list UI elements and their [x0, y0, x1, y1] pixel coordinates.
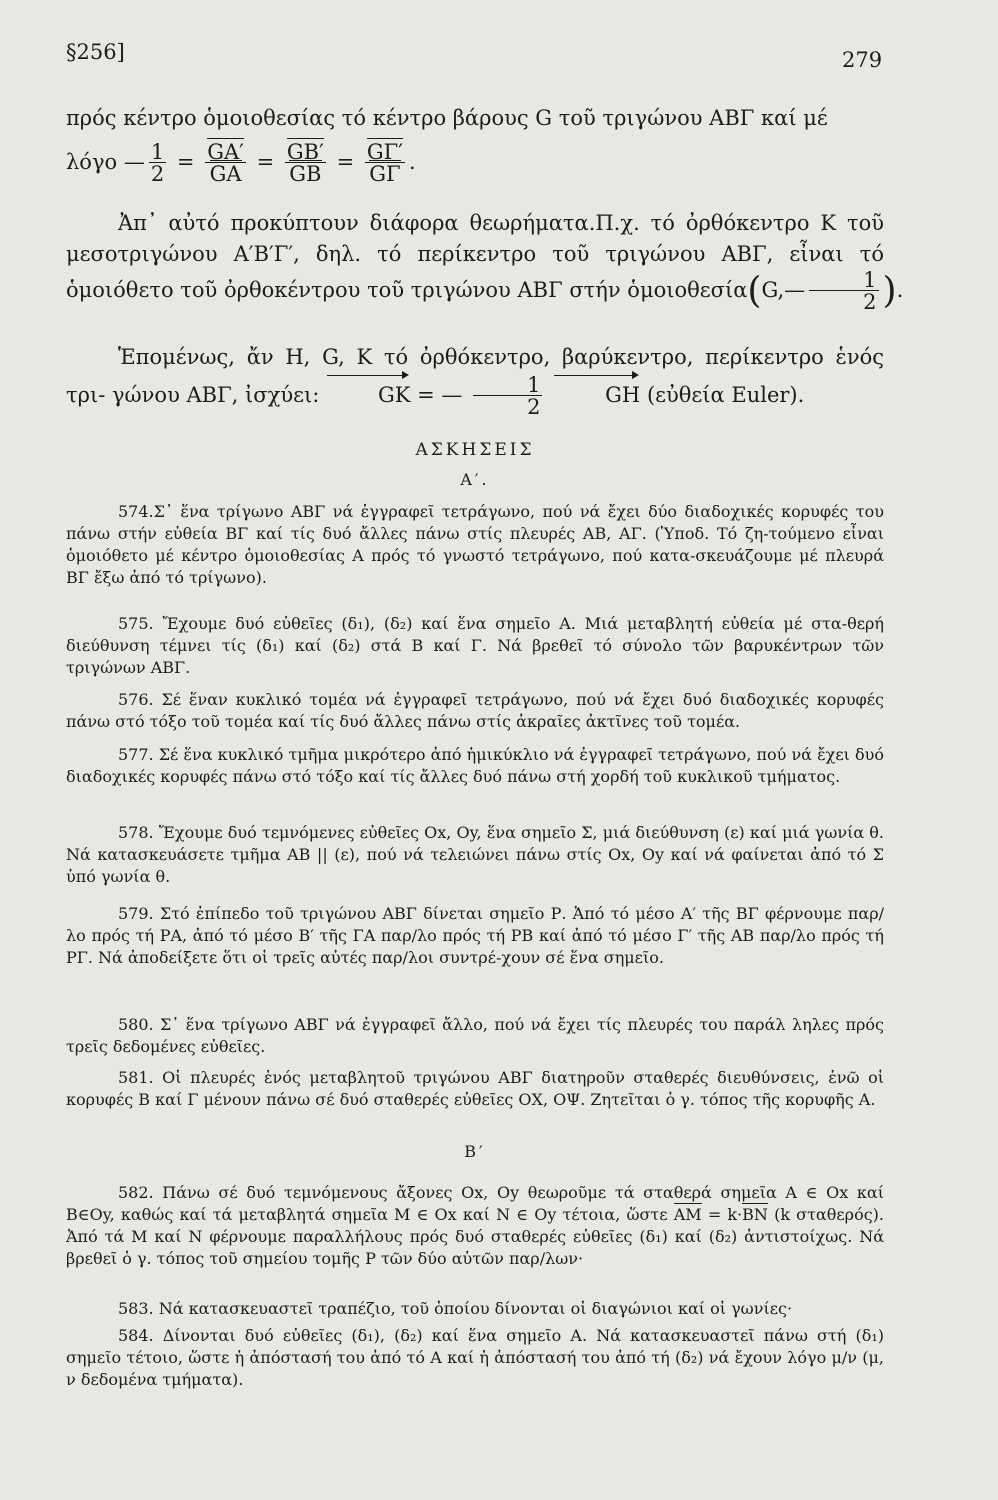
page-number: 279 — [842, 48, 883, 72]
ratio-word: λόγο — [66, 150, 118, 174]
minus-sign: — — [123, 150, 145, 174]
fraction-ga: $\frac{GA'}{GA}$ — [207, 140, 244, 186]
segment-bn: BN — [742, 1205, 768, 1224]
exercise-574: 574.Σ᾽ ἕνα τρίγωνο ΑΒΓ νά ἐγγραφεῖ τετράγωνο, πού νά ἔχει δύο διαδοχικές κορυφές του πάνω στήν εὐθεία ΒΓ καί τίς δυό ἄλλες πάνω στίς πλευρές ΑΒ, ΑΓ. (Ὑποδ. Τό ζη-τούμενο εἶναι ὁμοιόθετο μέ κέντρο ὁμοιοθεσίας Α πρός τό γνωστό τετράγωνο, πού κατα-σκευάζουμε μέ πλευρά ΒΓ ἔξω ἀπό τό τρίγωνο). — [66, 502, 884, 587]
exercise-582: 582. Πάνω σέ δυό τεμνόμενους ἄξονες Ox, Oy θεωροῦμε τά σταθερά σημεῖα Α ∈ Ox καί Β∈Oy, καθώς καί τά μεταβλητά σημεῖα Μ ∈ Ox καί Ν ∈ Oy τέτοια, ὥστε AM = k·BN (k σταθερός). Ἀπό τά Μ καί Ν φέρνουμε παραλλήλους πρός δυό σταθερές εὐθεῖες (δ₁) καί (δ₂) ἀντιστοίχως. Νά βρεθεῖ ὁ γ. τόπος τοῦ σημείου τομῆς Ρ τῶν δύο αὐτῶν παρ/λων· — [66, 1183, 884, 1268]
equals-sign: = — [176, 150, 195, 174]
segment-am: AM — [673, 1205, 702, 1224]
equals-sign: = — [256, 150, 275, 174]
exercise-583: 583. Νά κατασκευαστεῖ τραπέζιο, τοῦ ὁποίου δίνονται οἱ διαγώνιοι καί οἱ γωνίες· — [118, 1299, 793, 1318]
fraction-gg: $\frac{G\Gamma'}{G\Gamma}$ — [366, 140, 403, 186]
exercise-580: 580. Σ᾽ ἕνα τρίγωνο ΑΒΓ νά ἐγγραφεῖ ἄλλο, πού νά ἔχει τίς πλευρές του παράλ ληλες πρός τρεῖς δεδομένες εὐθεῖες. — [66, 1015, 884, 1056]
section-header: §256] — [66, 40, 125, 64]
exercise-584: 584. Δίνονται δυό εὐθεῖες (δ₁), (δ₂) καί ἕνα σημεῖο Α. Νά κατασκευαστεῖ πάνω στή (δ₁) σημεῖο τέτοιο, ὥστε ἡ ἀπόστασή του ἀπό τό Α καί ἡ ἀπόστασή του ἀπό τή (δ₂) νά ἔχουν λόγο μ/ν (μ, ν δεδομένα τμήματα). — [66, 1326, 884, 1389]
vector-gk: GK — [326, 374, 410, 412]
paragraph-theorems: Ἀπ᾽ αὐτό προκύπτουν διάφορα θεωρήματα.Π.χ. τό ὀρθόκεντρο Κ τοῦ μεσοτριγώνου Α′Β′Γ′, δηλ. τό περίκεντρο τοῦ τριγώνου ΑΒΓ, εἶναι τό ὁμοιόθετο τοῦ ὀρθοκέντρου τοῦ τριγώνου ΑΒΓ στήν ὁμοιοθεσία(G,— $\frac{1}{2}$ ). — [66, 211, 904, 314]
intro-line: πρός κέντρο ὁμοιοθεσίας τό κέντρο βάρους G τοῦ τριγώνου ΑΒΓ καί μέ — [66, 106, 828, 130]
exercise-575: 575. Ἔχουμε δυό εὐθεῖες (δ₁), (δ₂) καί ἕνα σημεῖο Α. Μιά μεταβλητή εὐθεία μέ στα-θερή διεύθυνση τέμνει τίς (δ₁) καί (δ₂) στά Β καί Γ. Νά βρεθεῖ τό σύνολο τῶν βαρυκέντρων τῶν τριγώνων ΑΒΓ. — [66, 614, 884, 677]
fraction-one-half: $\frac{1}{2}$ — [473, 375, 542, 418]
exercise-579: 579. Στό ἐπίπεδο τοῦ τριγώνου ΑΒΓ δίνεται σημεῖο Ρ. Ἀπό τό μέσο Α′ τῆς ΒΓ φέρνουμε παρ/λο πρός τή ΡΑ, ἀπό τό μέσο Β′ τῆς ΓΑ παρ/λο πρός τή ΡΒ καί ἀπό τό μέσο Γ′ τῆς ΑΒ παρ/λο πρός τή ΡΓ. Νά ἀποδείξετε ὅτι οἱ τρεῖς αὐτές παρ/λοι συντρέ-χουν σέ ἕνα σημεῖο. — [66, 904, 884, 967]
fraction-one-half: $\frac{1}{2}$ — [809, 270, 878, 313]
section-a-heading: Α′. — [460, 470, 490, 489]
exercise-578: 578. Ἔχουμε δυό τεμνόμενες εὐθεῖες Ox, Oy, ἕνα σημεῖο Σ, μιά διεύθυνση (ε) καί μιά γωνία θ. Νά κατασκευάσετε τμῆμα ΑΒ || (ε), πού νά τελειώνει πάνω στίς Ox, Oy καί νά φαίνεται ἀπό τό Σ ὑπό γωνία θ. — [66, 823, 884, 886]
vector-gh: GH — [553, 374, 640, 412]
exercises-heading: ΑΣΚΗΣΕΙΣ — [415, 440, 535, 460]
exercise-581: 581. Οἱ πλευρές ἑνός μεταβλητοῦ τριγώνου ΑΒΓ διατηροῦν σταθερές διευθύνσεις, ἐνῶ οἱ κορυφές Β καί Γ μένουν πάνω σέ δυό σταθερές εὐθεῖες ΟΧ, ΟΨ. Ζητεῖται ὁ γ. τόπος τῆς κορυφῆς Α. — [66, 1068, 884, 1109]
section-b-heading: Β′ — [464, 1142, 486, 1161]
fraction-gb: $\frac{GB'}{GB}$ — [286, 140, 324, 186]
fraction-one-half: $\frac{1}{2}$ — [150, 140, 165, 186]
equals-sign: = — [336, 150, 355, 174]
ratio-formula: λόγο — $\frac{1}{2}$ = $\frac{GA'}{GA}$ = $\frac{GB'}{GB}$ = $\frac{G\Gamma'}{G\Gamma}$ . — [66, 140, 416, 186]
paragraph-euler: Ἑπομένως, ἄν Η, G, Κ τό ὀρθόκεντρο, βαρύκεντρο, περίκεντρο ἑνός τρι- γώνου ΑΒΓ, ἰσχύει: GK = — $\frac{1}{2}$ GH (εὐθεία Euler). — [66, 345, 884, 419]
exercise-576: 576. Σέ ἕναν κυκλικό τομέα νά ἐγγραφεῖ τετράγωνο, πού νά ἔχει δυό διαδοχικές κορυφές πάνω στό τόξο τοῦ τομέα καί τίς δυό ἄλλες πάνω στίς ἀκραῖες ἀκτῖνες τοῦ τομέα. — [66, 690, 884, 731]
exercise-577: 577. Σέ ἕνα κυκλικό τμῆμα μικρότερο ἀπό ἡμικύκλιο νά ἐγγραφεῖ τετράγωνο, πού νά ἔχει δυό διαδοχικές κορυφές πάνω στό τόξο καί τίς ἄλλες δυό πάνω στή χορδή τοῦ κυκλικοῦ τμήματος. — [66, 745, 884, 786]
